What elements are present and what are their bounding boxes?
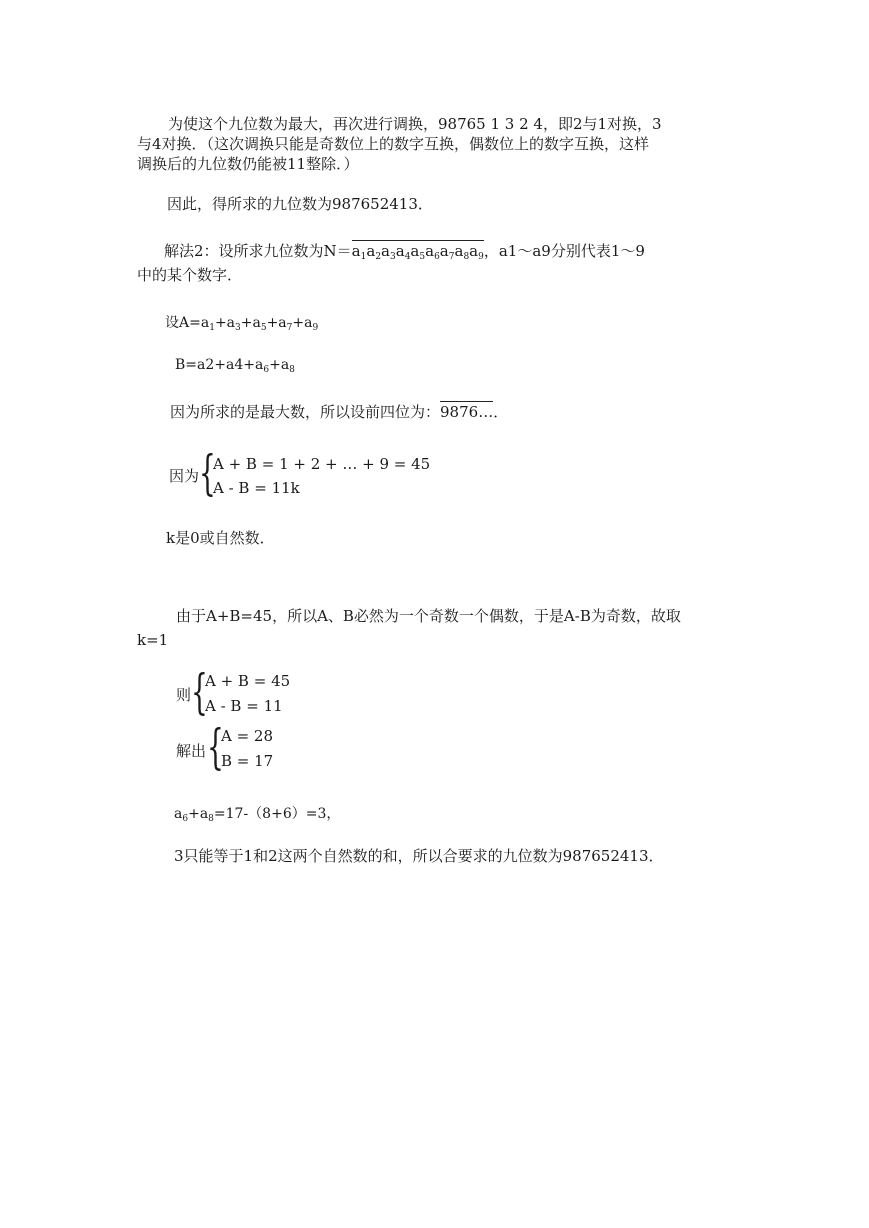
max-number-line (170, 402, 508, 422)
max-number-prefix: 因为所求的是最大数，所以设前四位为： (170, 403, 441, 421)
left-brace: { (199, 445, 216, 501)
number-overline-expression: $a_1a_2a_3a_4a_5a_6a_7a_8a_9$ (351, 242, 484, 262)
left-brace: { (207, 719, 224, 775)
overline-number: 9876… (440, 403, 494, 421)
equation: A - B = 11k (213, 479, 300, 497)
left-brace: { (191, 664, 208, 720)
k-note: k是0或自然数． (166, 529, 275, 547)
method2-line (164, 241, 645, 267)
method2-line2: 中的某个数字． (137, 266, 243, 284)
equation-system-1 (169, 445, 431, 503)
def-b-prefix: B= (175, 357, 198, 373)
parity-line2: k=1 (137, 631, 169, 649)
final-conclusion: 3只能等于1和2这两个自然数的和，所以合要求的九位数为987652413． (174, 847, 664, 865)
equation: B = 17 (221, 752, 274, 770)
max-number-suffix: ． (493, 403, 509, 421)
equation-system-3 (176, 719, 316, 777)
sum-line (174, 804, 340, 829)
paragraph-line: 与4对换．（这次调换只能是奇数位上的数字互换，偶数位上的数字互换，这样 (137, 135, 650, 153)
system-label: 因为 (169, 467, 200, 485)
equation: A + B = 1 + 2 + … + 9 = 45 (213, 455, 431, 473)
conclusion-text: 因此，得所求的九位数为987652413． (167, 195, 433, 213)
parity-line: 由于A+B=45，所以A、B必然为一个奇数一个偶数，于是A-B为奇数，故取 (176, 607, 681, 625)
sum-rest: =17-（8+6）=3， (213, 806, 341, 822)
sum-prefix: $a_6+a_8$ (174, 806, 214, 824)
equation: A + B = 45 (205, 672, 291, 690)
system-label: 则 (176, 686, 192, 704)
def-a: 设$A=a_1+a_3+a_5+a_7+a_9$ (165, 315, 319, 333)
system-label: 解出 (176, 742, 207, 760)
def-b: $B=a2+a4+a_6+a_8$ (175, 357, 295, 375)
method2-prefix: 解法2：设所求九位数为N＝ (164, 242, 352, 260)
equation-system-2 (176, 664, 316, 722)
equation: A = 28 (221, 727, 274, 745)
method2-suffix: ，a1～a9分别代表1～9 (483, 242, 645, 260)
paragraph-line: 调换后的九位数仍能被11整除．） (137, 155, 359, 173)
def-a-prefix: 设A= (165, 315, 201, 331)
paragraph-line: 为使这个九位数为最大，再次进行调换，98765 1 3 2 4，即2与1对换，3 (168, 115, 662, 133)
equation: A - B = 11 (205, 697, 283, 715)
